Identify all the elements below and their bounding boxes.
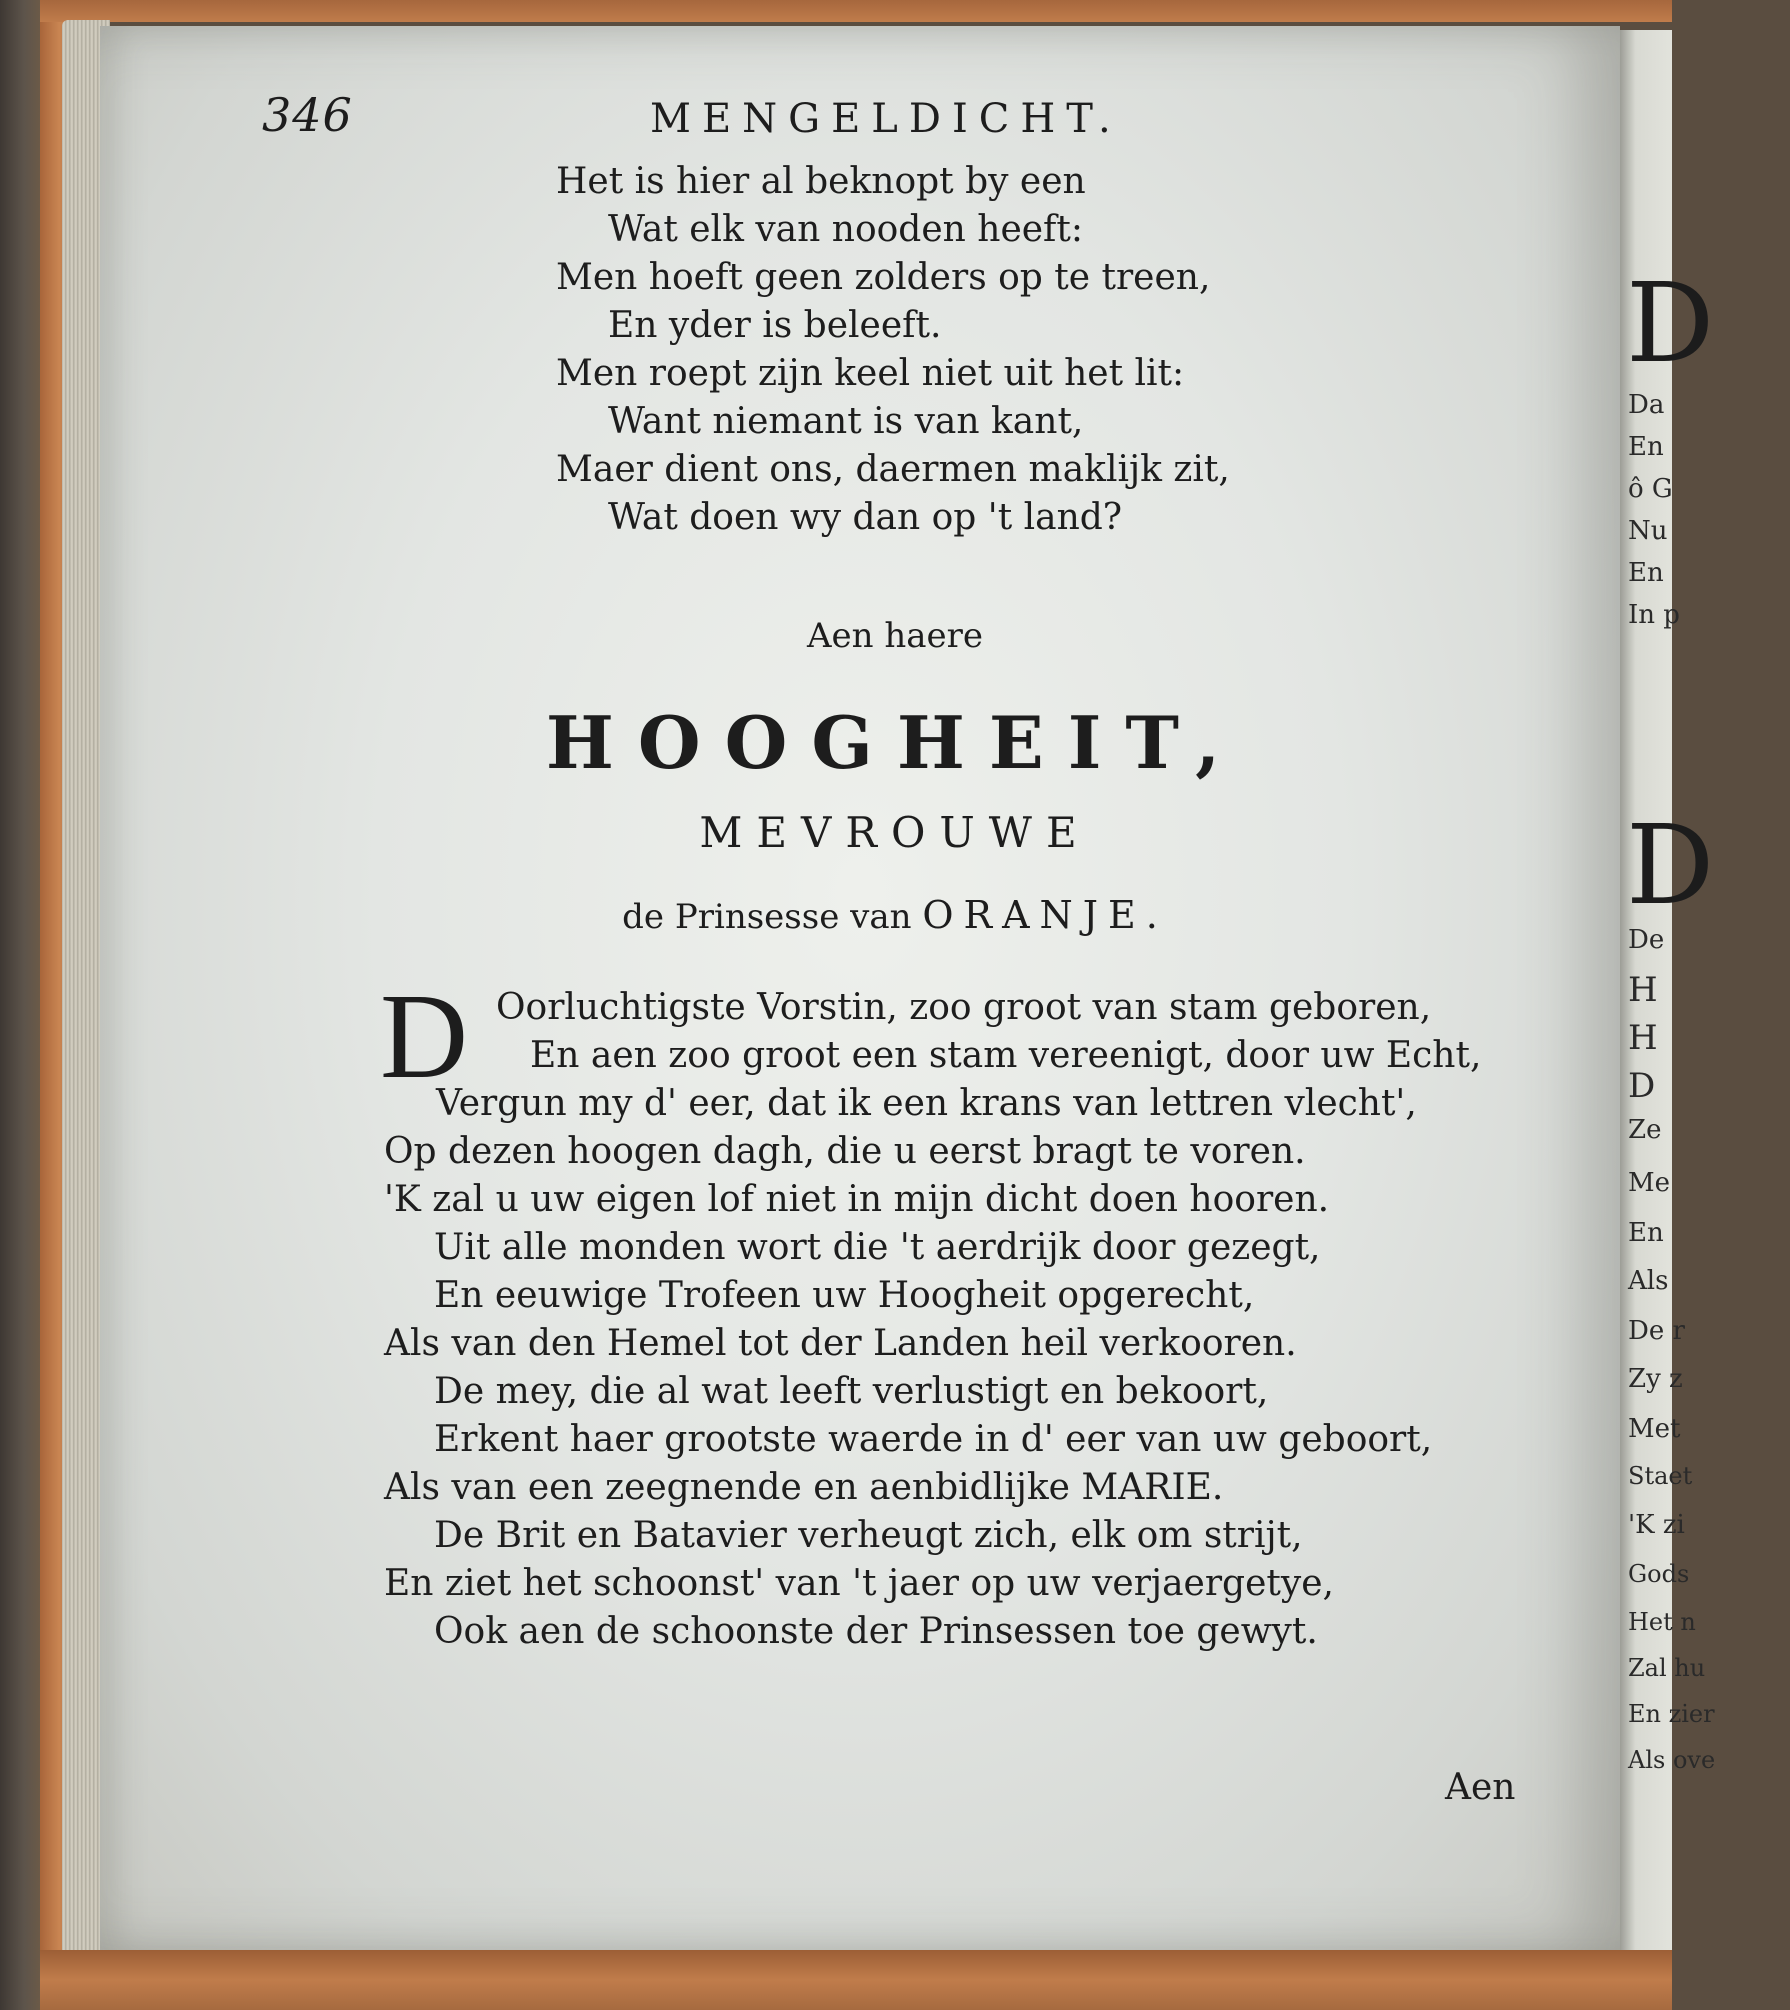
verse-line: 'K zal u uw eigen lof niet in mijn dicht doen hooren.	[384, 1179, 1330, 1220]
page-number: 346	[262, 88, 353, 142]
facing-page-fragment: ô G	[1628, 474, 1673, 504]
verse-line: Oorluchtigste Vorstin, zoo groot van stam geboren,	[496, 987, 1432, 1028]
facing-page-fragment: Nu	[1628, 516, 1668, 546]
facing-page-fragment: En	[1628, 1218, 1664, 1248]
drop-cap: D	[380, 969, 469, 1104]
facing-page-fragment: 'K zi	[1628, 1510, 1685, 1540]
verse-line: De Brit en Batavier verheugt zich, elk om strijt,	[434, 1515, 1303, 1556]
verse-line: Wat doen wy dan op 't land?	[608, 497, 1123, 538]
facing-page-fragment: H	[1628, 970, 1658, 1010]
verse-line: Als van den Hemel tot der Landen heil verkooren.	[384, 1323, 1297, 1364]
verse-line: En aen zoo groot een stam vereenigt, door uw Echt,	[530, 1035, 1482, 1076]
facing-page-fragment: Da	[1628, 390, 1665, 420]
verse-line: Het is hier al beknopt by een	[556, 161, 1086, 202]
book-binding-top	[40, 0, 1672, 22]
verse-line: De mey, die al wat leeft verlustigt en bekoort,	[434, 1371, 1269, 1412]
verse-line: Als van een zeegnende en aenbidlijke MARIE.	[384, 1467, 1224, 1508]
facing-page-fragment: Als ove	[1628, 1746, 1716, 1774]
facing-page-fragment: De	[1628, 925, 1665, 955]
facing-page-edge	[1620, 30, 1716, 1950]
verse-line: Uit alle monden wort die 't aerdrijk door gezegt,	[434, 1227, 1321, 1268]
facing-page-fragment: Me	[1628, 1168, 1671, 1198]
verse-line: Erkent haer grootste waerde in d' eer van uw geboort,	[434, 1419, 1433, 1460]
verse-line: Men hoeft geen zolders op te treen,	[556, 257, 1211, 298]
running-head: MENGELDICHT.	[650, 96, 1122, 142]
verse-line: Wat elk van nooden heeft:	[608, 209, 1083, 250]
facing-page-fragment: Als	[1628, 1266, 1669, 1296]
verse-line: Op dezen hoogen dagh, die u eerst bragt te voren.	[384, 1131, 1306, 1172]
verse-line: Maer dient ons, daermen maklijk zit,	[556, 449, 1230, 490]
facing-page-initial: D	[1626, 801, 1715, 929]
facing-page-fragment: De r	[1628, 1316, 1685, 1346]
facing-page-fragment: En zier	[1628, 1700, 1715, 1728]
verse-line: Vergun my d' eer, dat ik een krans van lettren vlecht',	[436, 1083, 1417, 1124]
verse-line: En eeuwige Trofeen uw Hoogheit opgerecht,	[434, 1275, 1255, 1316]
facing-page-fragment: Zy z	[1628, 1364, 1683, 1394]
facing-page-fragment: Staet	[1628, 1462, 1693, 1490]
facing-page-fragment: Ze	[1628, 1115, 1662, 1145]
verse-line: Men roept zijn keel niet uit het lit:	[556, 353, 1185, 394]
facing-page-fragment: Gods	[1628, 1560, 1690, 1588]
facing-page-fragment: En	[1628, 432, 1664, 462]
facing-page-fragment: H	[1628, 1018, 1658, 1058]
facing-page-fragment: Met	[1628, 1414, 1681, 1444]
dedication-aen: Aen haere	[806, 616, 984, 656]
facing-page-fragment: Het n	[1628, 1608, 1696, 1636]
verse-line: Want niemant is van kant,	[608, 401, 1084, 442]
verse-line: Ook aen de schoonste der Prinsessen toe gewyt.	[434, 1611, 1318, 1652]
dedication-prinsesse	[0, 893, 1790, 937]
dedication-prinsesse-caps: ORANJE.	[922, 893, 1168, 937]
dedication-prinsesse-prefix: de Prinsesse van	[622, 897, 923, 937]
table-background	[0, 0, 40, 2010]
facing-page-fragment: In p	[1628, 600, 1680, 630]
verse-line: En yder is beleeft.	[608, 305, 942, 346]
facing-page-fragment: D	[1628, 1066, 1656, 1106]
catchword: Aen	[1445, 1767, 1516, 1808]
verse-line: En ziet het schoonst' van 't jaer op uw verjaergetye,	[384, 1563, 1334, 1604]
facing-page-fragment: Zal hu	[1628, 1654, 1706, 1682]
dedication-mevrouwe: MEVROUWE	[699, 808, 1091, 857]
book-binding-bottom	[40, 1950, 1672, 2010]
dedication-title: HOOGHEIT,	[545, 700, 1245, 785]
facing-page-fragment: En	[1628, 558, 1664, 588]
facing-page-initial: D	[1626, 259, 1715, 387]
